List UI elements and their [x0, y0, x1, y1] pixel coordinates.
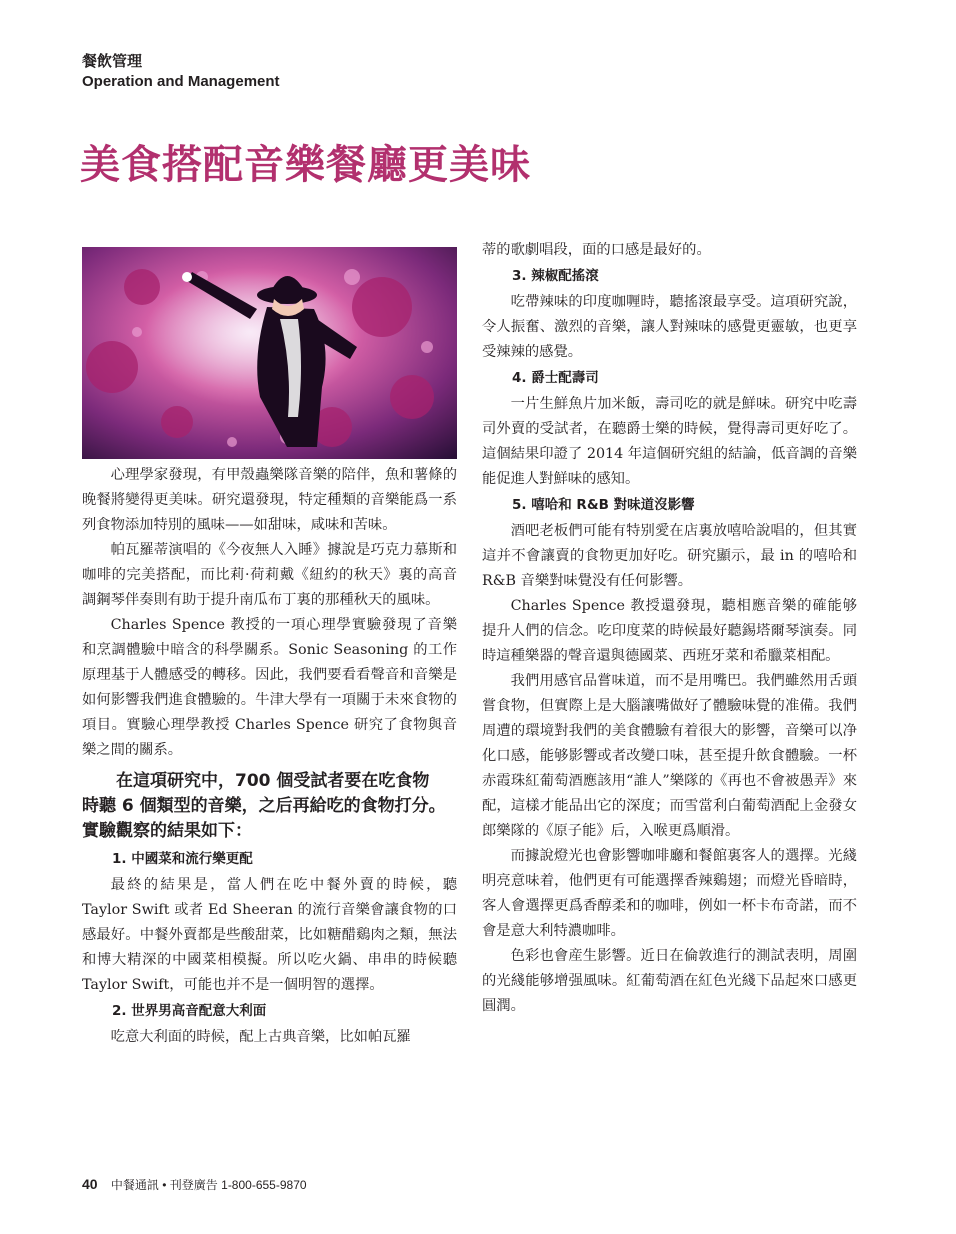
- article-photo: [82, 247, 457, 459]
- body-paragraph: Charles Spence 教授還發現，聽相應音樂的確能够提升人們的信念。吃印度菜的時候最好聽錫塔爾琴演奏。同時這種樂器的聲音還與德國菜、西班牙菜和希臘菜相配。: [482, 598, 857, 664]
- pull-quote: [82, 769, 457, 844]
- subheading: 1. 中國菜和流行樂更配: [112, 851, 253, 867]
- body-paragraph: 而據說燈光也會影響咖啡廳和餐館裏客人的選擇。光綫明亮意味着，他們更有可能選擇香辣鷄翅；而燈光昏暗時，客人會選擇更爲香醇柔和的咖啡，例如一杯卡布奇諾，而不會是意大利特濃咖啡。: [482, 848, 857, 939]
- body-paragraph: 吃意大利面的時候，配上古典音樂，比如帕瓦羅: [110, 1029, 411, 1045]
- subheading: 2. 世界男高音配意大利面: [112, 1003, 267, 1019]
- pull-quote-line: 時聽 6 個類型的音樂，之后再給吃的食物打分。: [82, 796, 446, 816]
- pull-quote-line: 在這項研究中，700 個受試者要在吃食物: [116, 771, 430, 791]
- body-paragraph: 吃帶辣味的印度咖喱時，聽搖滾最享受。這項研究說，令人振奮、激烈的音樂，讓人對辣味的感覺更靈敏，也更享受辣辣的感覺。: [482, 294, 857, 360]
- body-paragraph: 心理學家發現，有甲殼蟲樂隊音樂的陪伴，魚和薯條的晚餐將變得更美味。研究還發現，特定種類的音樂能爲一系列食物添加特別的風味——如甜味，咸味和苦味。: [82, 467, 457, 533]
- body-paragraph: 蒂的歌劇唱段，面的口感是最好的。: [482, 242, 711, 258]
- body-paragraph: 一片生鮮魚片加米飯，壽司吃的就是鮮味。研究中吃壽司外賣的受試者，在聽爵士樂的時候，覺得壽司更好吃了。這個結果印證了 2014 年這個研究組的結論，低音調的音樂能促進人對鮮味的感知。: [482, 396, 857, 487]
- left-column: [82, 463, 457, 1050]
- publication-name: 中餐通訊 • 刊登廣告: [110, 1178, 218, 1192]
- right-column: [482, 238, 857, 1019]
- pull-quote-line: 實驗觀察的結果如下：: [82, 821, 252, 841]
- body-paragraph: 我們用感官品嘗味道，而不是用嘴巴。我們雖然用舌頭嘗食物，但實際上是大腦讓嘴做好了體驗味覺的准備。我們周遭的環境對我們的美食體驗有着很大的影響，音樂可以净化口感，能够影響或者改變口味，甚至提升飲食體驗。一杯赤霞珠紅葡萄酒應該用“誰人”樂隊的《再也不會被愚弄》來配，這樣才能品出它的深度；而雪當利白葡萄酒配上金發女郎樂隊的《原子能》后，入喉更爲順滑。: [482, 673, 857, 839]
- article-headline: 美食搭配音樂餐廳更美味: [80, 141, 531, 188]
- body-paragraph: 最終的結果是，當人們在吃中餐外賣的時候，聽 Taylor Swift 或者 Ed Sheeran 的流行音樂會讓食物的口感最好。中餐外賣都是些酸甜菜，比如糖醋鷄肉之類，無法和博大精深的中國菜相模擬。所以吃火鍋、串串的時候聽 Taylor Swift，可能也并不是一個明智的選擇。: [82, 877, 457, 993]
- section-title-cn: 餐飲管理: [82, 52, 143, 70]
- subheading: 4. 爵士配壽司: [512, 370, 599, 386]
- page-footer: [82, 1176, 307, 1193]
- subheading: 5. 嘻哈和 R&B 對味道沒影響: [512, 497, 695, 513]
- body-paragraph: 色彩也會産生影響。近日在倫敦進行的測試表明，周圍的光綫能够增强風味。紅葡萄酒在紅色光綫下品起來口感更圓潤。: [482, 948, 857, 1014]
- body-paragraph: 酒吧老板們可能有特别愛在店裏放嘻哈說唱的，但其實這并不會讓賣的食物更加好吃。研究顯示，最 in 的嘻哈和 R&B 音樂對味覺没有任何影響。: [482, 523, 857, 589]
- phone-number: 1-800-655-9870: [221, 1178, 307, 1192]
- section-title-en: Operation and Management: [82, 73, 280, 90]
- body-paragraph: 帕瓦羅蒂演唱的《今夜無人入睡》據說是巧克力慕斯和咖啡的完美搭配，而比莉·荷莉戴《紐約的秋天》裏的高音調鋼琴伴奏則有助于提升南瓜布丁裏的那種秋天的風味。: [82, 542, 457, 608]
- page-number: 40: [82, 1176, 98, 1192]
- body-paragraph: Charles Spence 教授的一項心理學實驗發現了音樂和烹調體驗中暗含的科學關系。Sonic Seasoning 的工作原理基于人體感受的轉移。因此，我們要看看聲音和音樂是如何影響我們進食體驗的。牛津大學有一項關于未來食物的項目。實驗心理學教授 Charles Spence 研究了食物與音樂之間的關系。: [82, 617, 457, 758]
- subheading: 3. 辣椒配搖滾: [512, 268, 599, 284]
